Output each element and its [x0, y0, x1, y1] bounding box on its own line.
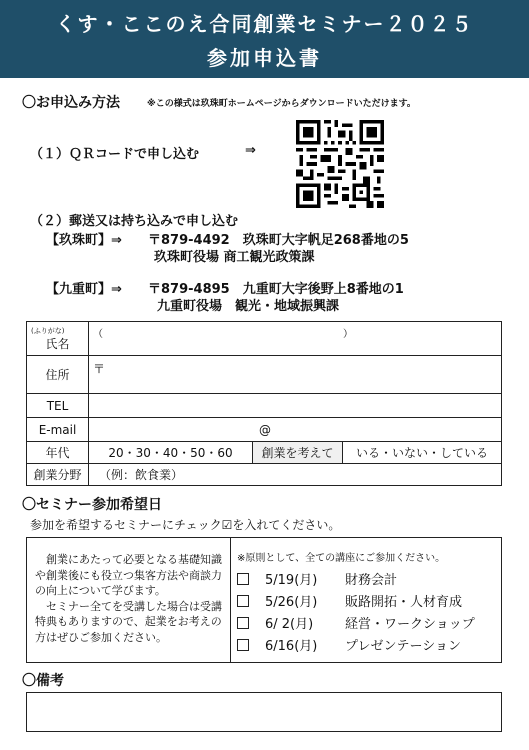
sessions-note: ※原則として、全ての講座にご参加ください。: [237, 553, 446, 564]
field-input[interactable]: （例：飲食業）: [89, 464, 502, 486]
remarks-field[interactable]: [26, 692, 502, 732]
session-date: 5/19(月): [265, 573, 318, 588]
session-checkbox[interactable]: [237, 595, 249, 607]
kusu-address: 〒879-4492 玖珠町大字帆足268番地の5: [148, 233, 409, 248]
seminar-box: [26, 537, 502, 663]
email-label: E-mail: [27, 418, 89, 442]
seminar-heading: 〇セミナー参加希望日: [22, 497, 162, 513]
session-checkbox[interactable]: [237, 573, 249, 585]
address-label: 住所: [27, 356, 89, 394]
considering-options[interactable]: いる・いない・している: [343, 442, 502, 464]
session-date: 6/16(月): [265, 639, 318, 654]
mail-method-label: （２）郵送又は持ち込みで申し込む: [30, 214, 239, 229]
age-options[interactable]: 20・30・40・50・60: [89, 442, 253, 464]
kusu-office: 玖珠町役場 商工観光政策課: [154, 250, 315, 265]
seminar-description: [27, 538, 231, 662]
qr-method-label: （１）ＱＲコードで申し込む: [30, 147, 200, 162]
session-title: 経営・ワークショップ: [345, 617, 475, 632]
session-date: 5/26(月): [265, 595, 318, 610]
seminar-instruction: 参加を希望するセミナーにチェック☑を入れてください。: [30, 518, 341, 532]
description-paragraph: 創業にあたって必要となる基礎知識や創業後にも役立つ集客方法や商談力の向上について学びます。: [35, 553, 222, 597]
name-label: 氏名: [45, 337, 70, 351]
name-label-cell: [27, 322, 89, 356]
session-row[interactable]: [237, 591, 462, 610]
kokonoe-address: 〒879-4895 九重町大字後野上8番地の1: [148, 282, 404, 297]
seminar-sessions: [231, 538, 501, 662]
session-checkbox[interactable]: [237, 617, 249, 629]
considering-label: 創業を考えて: [253, 442, 343, 464]
title-line-2: 参加申込書: [207, 46, 322, 70]
description-paragraph: セミナー全てを受講した場合は受講特典もありますので、起業をお考えの方はぜひご参加ください。: [35, 599, 222, 644]
session-row[interactable]: [237, 635, 461, 654]
address-field[interactable]: 〒: [89, 356, 502, 394]
session-checkbox[interactable]: [237, 639, 249, 651]
session-row[interactable]: [237, 569, 397, 588]
kusu-tag: 【玖珠町】⇒: [46, 233, 122, 248]
furigana-label: (ふりがな): [31, 327, 65, 335]
apply-heading: 〇お申込み方法: [22, 95, 120, 111]
application-form: [26, 321, 502, 486]
email-field[interactable]: @: [89, 418, 502, 442]
remarks-heading: 〇備考: [22, 673, 64, 689]
age-label: 年代: [27, 442, 89, 464]
session-row[interactable]: [237, 613, 475, 632]
session-date: 6/ 2(月): [265, 617, 314, 632]
title-line-1: くす・ここのえ合同創業セミナー２０２５: [55, 12, 474, 36]
tel-field[interactable]: [89, 394, 502, 418]
session-title: 販路開拓・人材育成: [345, 595, 463, 610]
field-label: 創業分野: [27, 464, 89, 486]
tel-label: TEL: [27, 394, 89, 418]
kokonoe-office: 九重町役場 観光・地域振興課: [157, 299, 340, 314]
furigana-field[interactable]: （ ）: [93, 329, 353, 340]
header-banner: [0, 0, 529, 78]
qr-code-icon[interactable]: [296, 120, 384, 208]
name-field[interactable]: [89, 322, 502, 356]
session-title: 財務会計: [345, 573, 398, 588]
kokonoe-tag: 【九重町】⇒: [46, 282, 122, 297]
apply-note: ※この様式は玖珠町ホームページからダウンロードいただけます。: [147, 99, 416, 109]
arrow-icon: ⇒: [245, 143, 256, 158]
session-title: プレゼンテーション: [345, 639, 461, 654]
